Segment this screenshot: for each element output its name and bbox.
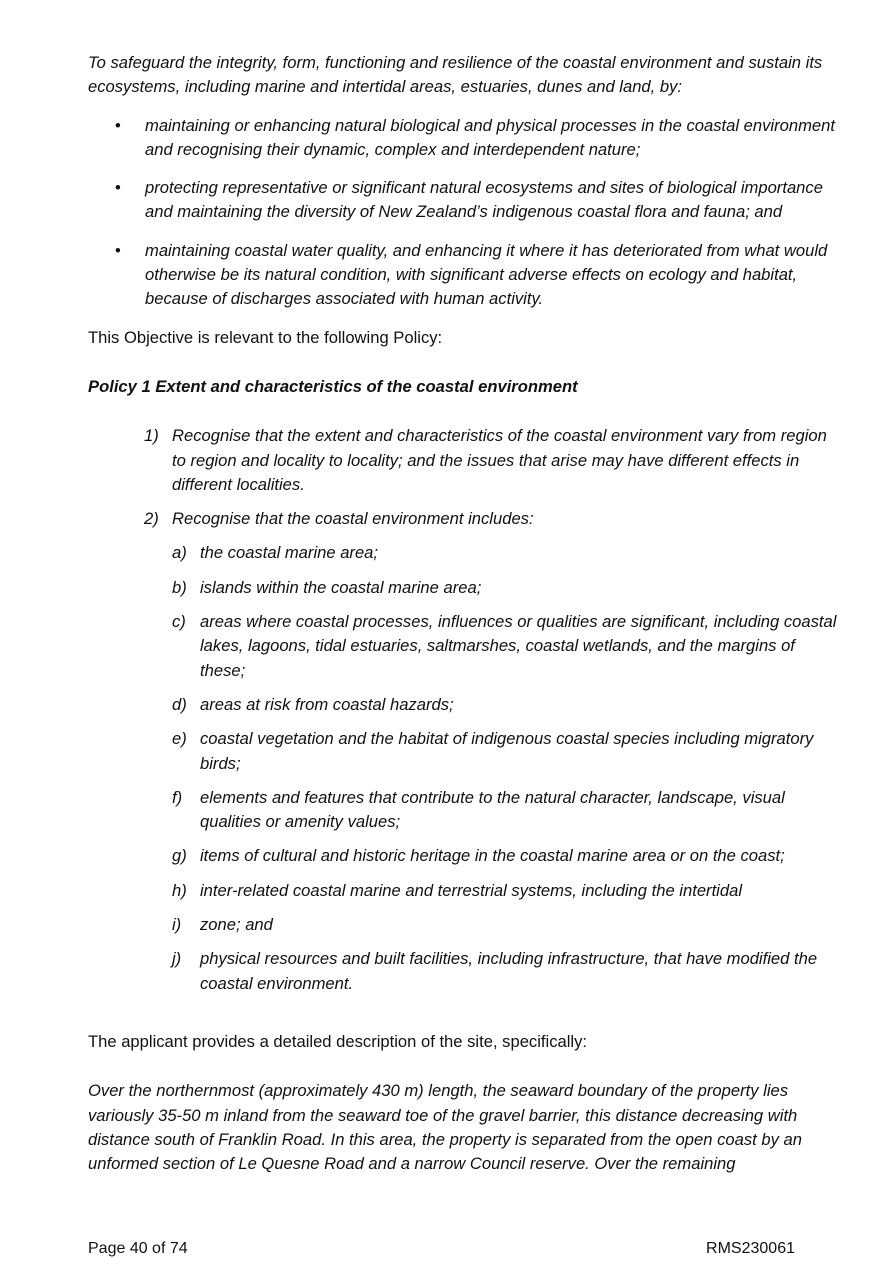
page-number: Page 40 of 74 <box>88 1240 188 1257</box>
list-marker: 1) <box>144 426 159 446</box>
document-reference: RMS230061 <box>706 1240 795 1257</box>
sub-item-text: areas at risk from coastal hazards; <box>200 694 454 714</box>
sub-item-text: elements and features that contribute to the natural character, landscape, visual qualities or amenity values; <box>200 787 785 832</box>
sub-item-text: islands within the coastal marine area; <box>200 577 482 597</box>
list-marker: i) <box>172 915 182 935</box>
list-marker: c) <box>172 612 186 632</box>
list-marker: e) <box>172 729 187 749</box>
list-item <box>88 576 840 600</box>
sub-item-text: the coastal marine area; <box>200 543 379 563</box>
bullet-icon: • <box>115 115 121 135</box>
sub-item-text: physical resources and built facilities, including infrastructure, that have modified the coastal environment. <box>200 949 818 993</box>
list-item <box>88 114 840 163</box>
list-marker: f) <box>172 787 183 807</box>
list-item <box>88 239 840 312</box>
sub-item-list <box>172 541 840 995</box>
list-item <box>88 844 840 868</box>
list-item <box>88 786 840 835</box>
objective-intro: To safeguard the integrity, form, functioning and resilience of the coastal environment and sustain its ecosystems, including marine and intertidal areas, estuaries, dunes and land, by: <box>88 53 823 97</box>
objective-bullet-list <box>88 114 840 312</box>
relevant-text: This Objective is relevant to the following Policy: <box>88 327 443 347</box>
list-marker: a) <box>172 543 187 563</box>
policy-item-text: Recognise that the extent and characteristics of the coastal environment vary from region to region and locality to locality; and the issues that arise may have different effects in different localities. <box>172 426 827 494</box>
list-marker: b) <box>172 577 187 597</box>
list-item <box>88 913 840 937</box>
list-item <box>88 947 840 996</box>
list-marker: 2) <box>144 509 159 529</box>
list-item <box>88 541 840 565</box>
list-item <box>88 507 840 996</box>
sub-item-text: zone; and <box>200 915 273 935</box>
document-body <box>88 51 840 1176</box>
sub-item-text: inter-related coastal marine and terrestrial systems, including the intertidal <box>200 880 743 900</box>
bullet-icon: • <box>115 240 121 260</box>
list-item <box>88 879 840 903</box>
bullet-icon: • <box>115 178 121 198</box>
list-item <box>88 176 840 225</box>
bullet-text: maintaining or enhancing natural biological and physical processes in the coastal environment and recognising their dynamic, complex and interdependent nature; <box>145 115 835 159</box>
sub-item-text: items of cultural and historic heritage in the coastal marine area or on the coast; <box>200 846 785 866</box>
sub-item-text: coastal vegetation and the habitat of indigenous coastal species including migratory birds; <box>200 729 814 773</box>
bullet-text: protecting representative or significant natural ecosystems and sites of biological importance and maintaining the diversity of New Zealand’s indigenous coastal flora and fauna; and <box>145 178 823 222</box>
policy-heading: Policy 1 Extent and characteristics of the coastal environment <box>88 376 578 396</box>
list-marker: j) <box>172 949 182 969</box>
bullet-text: maintaining coastal water quality, and enhancing it where it has deteriorated from what would otherwise be its natural condition, with significant adverse effects on ecology and habitat, because of discharges associated with human activity. <box>145 240 828 309</box>
list-marker: d) <box>172 694 187 714</box>
site-description: Over the northernmost (approximately 430 m) length, the seaward boundary of the property lies variously 35-50 m inland from the seaward toe of the gravel barrier, this distance decreasing with distance south of Franklin Road. In this area, the property is separated from the open coast by an unformed section of Le Quesne Road and a narrow Council reserve. Over the remaining <box>88 1081 802 1174</box>
policy-list <box>88 424 840 996</box>
sub-item-text: areas where coastal processes, influences or qualities are significant, including coastal lakes, lagoons, tidal estuaries, saltmarshes, coastal wetlands, and the margins of these; <box>200 612 837 680</box>
list-item <box>88 424 840 497</box>
list-item <box>88 610 840 683</box>
page-footer <box>88 1237 795 1261</box>
applicant-text: The applicant provides a detailed description of the site, specifically: <box>88 1031 588 1051</box>
list-marker: h) <box>172 880 187 900</box>
list-item <box>88 727 840 776</box>
list-marker: g) <box>172 846 187 866</box>
policy-item-text: Recognise that the coastal environment includes: <box>172 509 534 529</box>
list-item <box>88 693 840 717</box>
